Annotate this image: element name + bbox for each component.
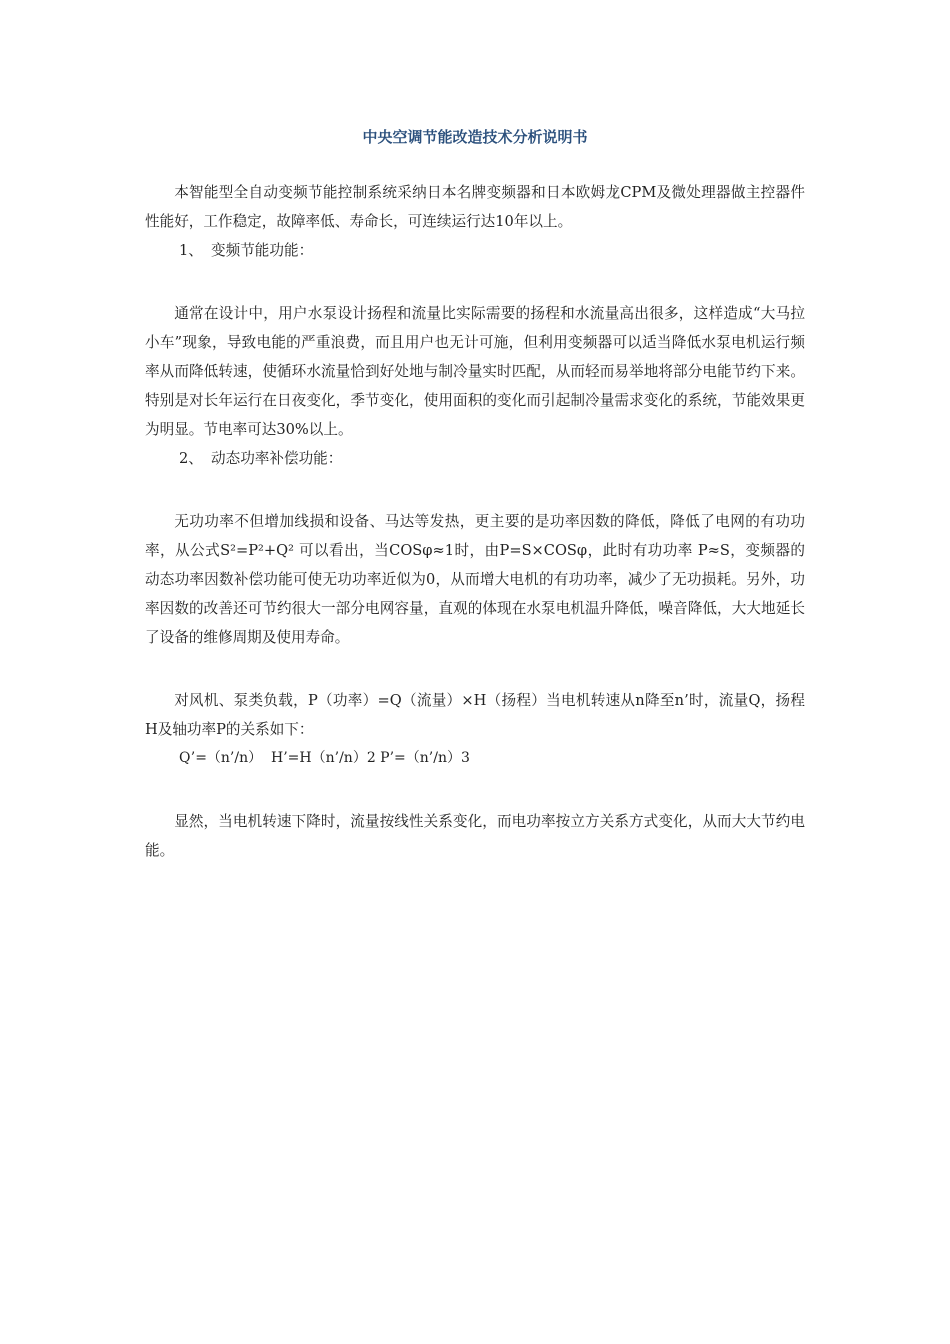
section-2-number: 2、	[179, 450, 203, 467]
speed-relation-formula: Q’=（n’/n） H’=H（n’/n）2 P’=（n’/n）3	[179, 750, 470, 766]
section-1-title: 变频节能功能：	[211, 242, 314, 259]
load-relation-paragraph: 对风机、泵类负载，P（功率）=Q（流量）×H（扬程）当电机转速从n降至n’时，流量Q，扬程H及轴功率P的关系如下：	[145, 692, 805, 738]
section-2-paragraph: 无功功率不但增加线损和设备、马达等发热，更主要的是功率因数的降低，降低了电网的有功功率，从公式S²=P²+Q² 可以看出，当COSφ≈1时，由P=S×COSφ，此时有功功率 P≈S，变频器的动态功率因数补偿功能可使无功功率近似为0，从而增大电机的有功功率，减少了无功损耗。另外，功率因数的改善还可节约很大一部分电网容量，直观的体现在水泵电机温升降低，噪音降低，大大地延长了设备的维修周期及使用寿命。	[145, 513, 805, 646]
section-2-title: 动态功率补偿功能：	[211, 450, 343, 467]
section-1-number: 1、	[179, 242, 203, 259]
conclusion-paragraph: 显然，当电机转速下降时，流量按线性关系变化，而电功率按立方关系方式变化，从而大大节约电能。	[145, 813, 805, 859]
document-title: 中央空调节能改造技术分析说明书	[362, 128, 588, 146]
section-1-paragraph: 通常在设计中，用户水泵设计扬程和流量比实际需要的扬程和水流量高出很多，这样造成“大马拉小车”现象，导致电能的严重浪费，而且用户也无计可施，但利用变频器可以适当降低水泵电机运行频率从而降低转速，使循环水流量恰到好处地与制冷量实时匹配，从而轻而易举地将部分电能节约下来。特别是对长年运行在日夜变化，季节变化，使用面积的变化而引起制冷量需求变化的系统，节能效果更为明显。节电率可达30%以上。	[145, 305, 805, 438]
section-1-heading	[145, 236, 805, 265]
intro-paragraph: 本智能型全自动变频节能控制系统采纳日本名牌变频器和日本欧姆龙CPM及微处理器做主控器件性能好，工作稳定，故障率低、寿命长，可连续运行达10年以上。	[145, 184, 805, 230]
section-2-heading	[145, 444, 805, 473]
document-body	[145, 178, 805, 865]
